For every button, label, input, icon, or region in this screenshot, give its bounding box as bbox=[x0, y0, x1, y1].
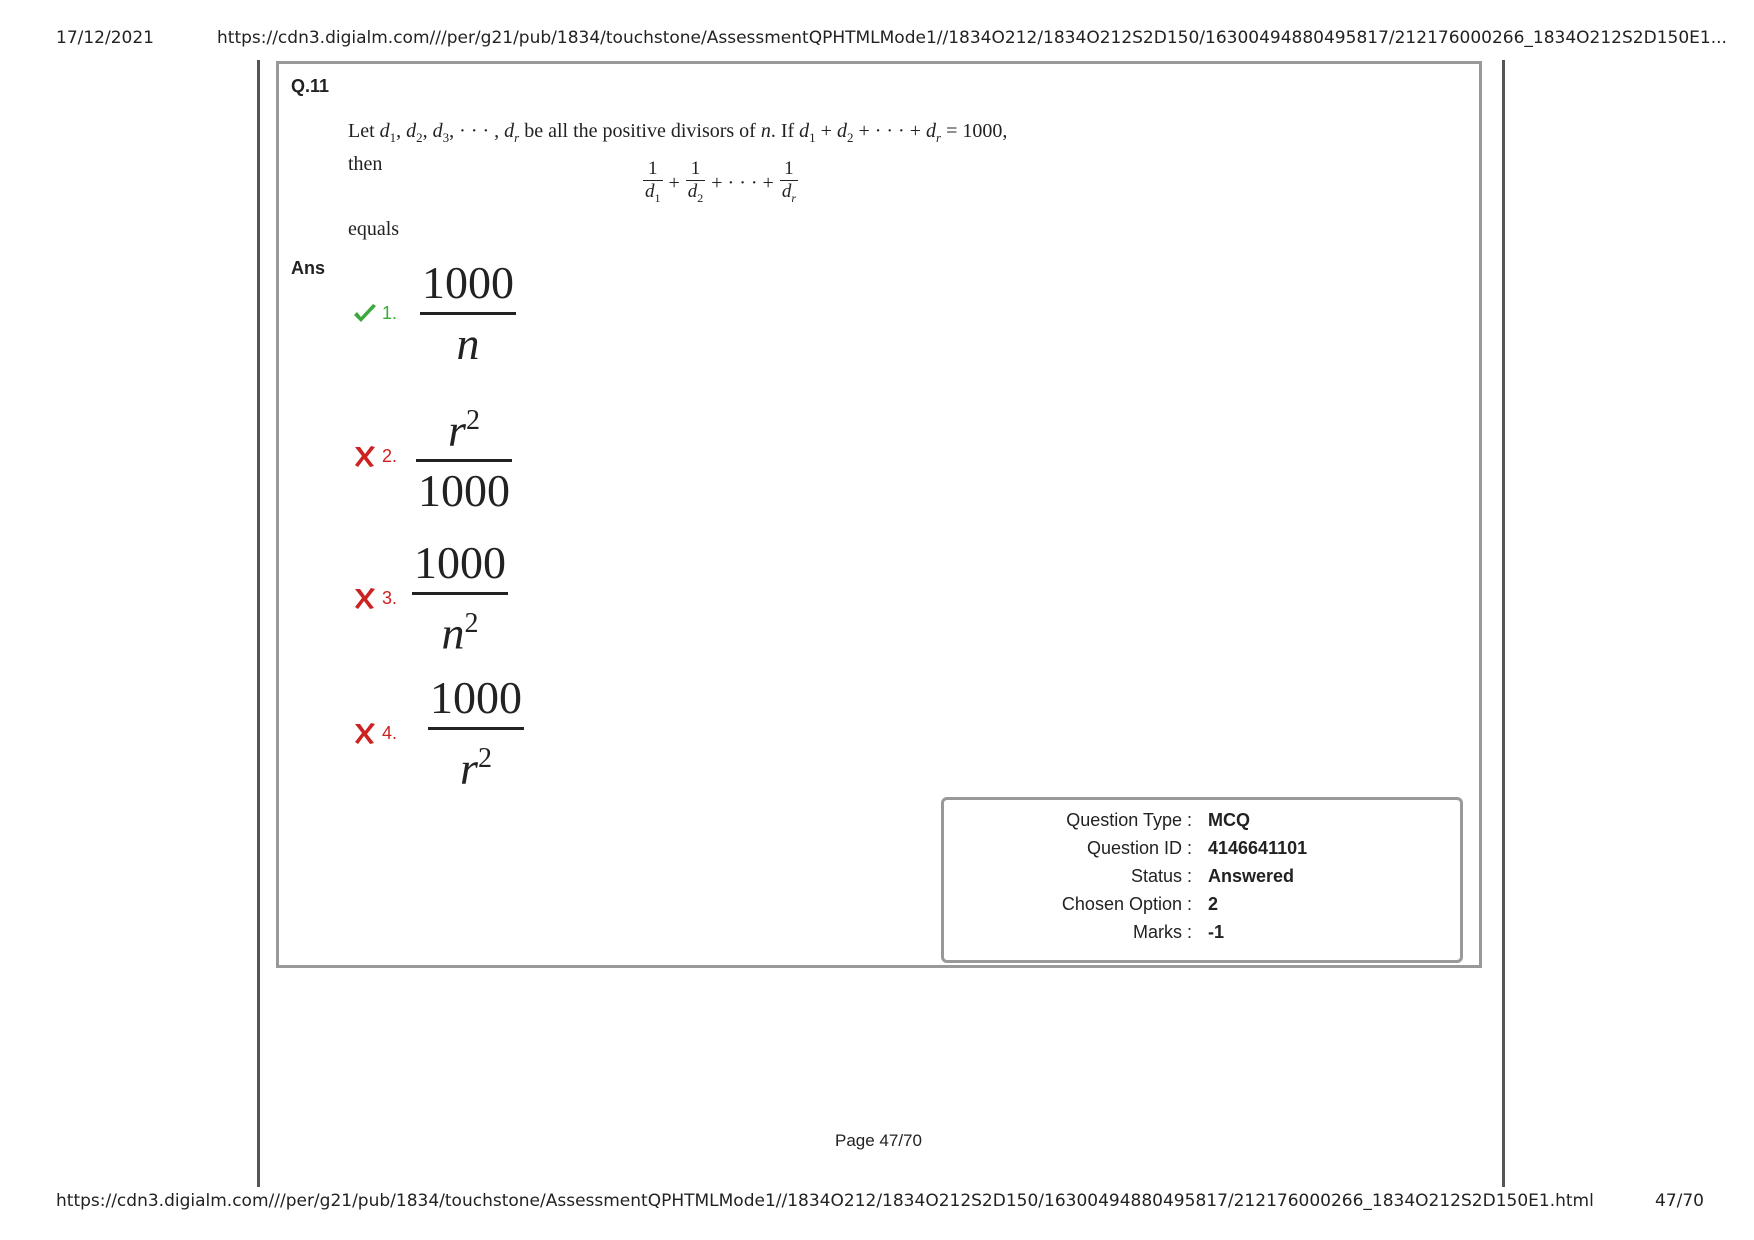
page-number: Page 47/70 bbox=[835, 1131, 922, 1150]
option-3 bbox=[352, 534, 508, 662]
check-icon bbox=[352, 301, 378, 327]
chosen-option-value: 2 bbox=[1208, 894, 1219, 914]
option-fraction: $\frac{r^2}{1000}$ bbox=[418, 404, 510, 517]
cross-icon bbox=[352, 720, 378, 746]
footer-page-counter: 47/70 bbox=[1655, 1191, 1704, 1211]
question-text: Let $d_1$, $d_2$, $d_3$, · · · , $d_r$ be all the positive divisors of n. If $d_1 + d_2$ + · · · + $d_r = 1000$, then bbox=[348, 120, 1008, 175]
meta-row-chosen-option: Chosen Option : 2 bbox=[1061, 894, 1219, 914]
option-number: 4. bbox=[382, 722, 398, 743]
option-number: 2. bbox=[382, 445, 398, 466]
cross-icon bbox=[352, 443, 378, 469]
question-meta-panel bbox=[941, 797, 1463, 963]
question-id-value: 4146641101 bbox=[1208, 838, 1308, 858]
header-url: https://cdn3.digialm.com///per/g21/pub/1834/touchstone/AssessmentQPHTMLMode1//1834O212/1834O212S2D150/16300494880495817/212176000266_1834O212S2D150E1... bbox=[217, 28, 1727, 48]
answer-label: Ans bbox=[291, 258, 326, 278]
option-number: 1. bbox=[382, 303, 398, 323]
status-value: Answered bbox=[1208, 866, 1295, 886]
page-frame-left bbox=[257, 60, 260, 1187]
question-number: Q.11 bbox=[291, 76, 330, 96]
meta-row-question-type: Question Type : MCQ bbox=[1066, 810, 1250, 830]
option-1 bbox=[352, 254, 516, 373]
cross-icon bbox=[352, 585, 378, 611]
option-4 bbox=[352, 669, 524, 797]
marks-value: -1 bbox=[1208, 922, 1225, 942]
option-fraction: $\frac{1000}{r^2}$ bbox=[430, 672, 522, 794]
option-fraction: $\frac{1000}{n^2}$ bbox=[414, 537, 506, 659]
question-box bbox=[276, 61, 1482, 968]
meta-row-question-id: Question ID : 4146641101 bbox=[1086, 838, 1308, 858]
option-fraction: $\frac{1000}{n}$ bbox=[422, 257, 514, 369]
question-type-value: MCQ bbox=[1208, 810, 1250, 830]
option-2 bbox=[352, 392, 512, 520]
meta-row-status: Status : Answered bbox=[1130, 866, 1295, 886]
option-number: 3. bbox=[382, 587, 398, 608]
header-date: 17/12/2021 bbox=[56, 28, 154, 48]
footer-url: https://cdn3.digialm.com///per/g21/pub/1834/touchstone/AssessmentQPHTMLMode1//1834O212/1834O212S2D150/16300494880495817/212176000266_1834O212S2D150E1.html bbox=[56, 1191, 1594, 1211]
reciprocal-sum-equation: $\frac{1}{d_1}$ + $\frac{1}{d_2}$ + · · · + $\frac{1}{d_r}$ bbox=[645, 158, 796, 205]
page-frame-right bbox=[1502, 60, 1505, 1187]
question-text-then: then bbox=[348, 153, 383, 175]
meta-row-marks: Marks : -1 bbox=[1132, 922, 1225, 942]
question-text-equals: equals bbox=[348, 218, 400, 240]
